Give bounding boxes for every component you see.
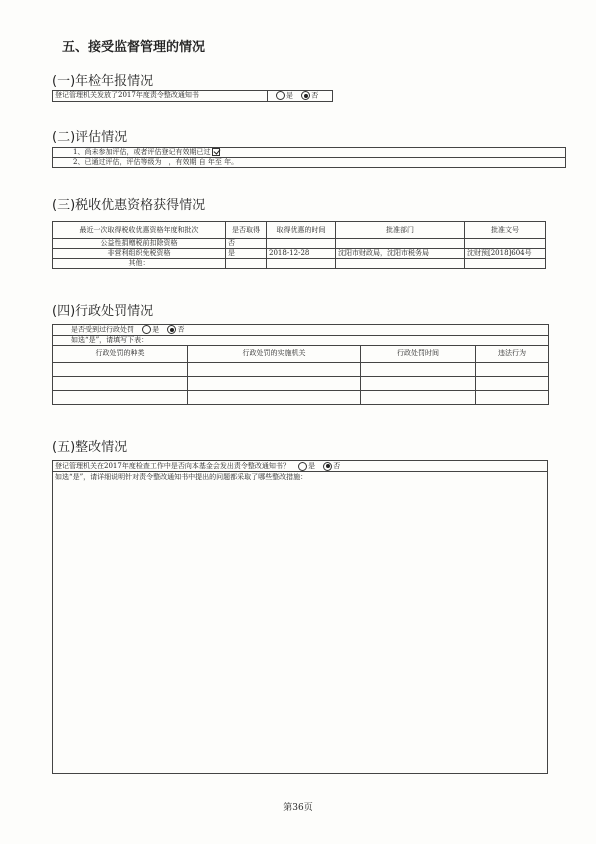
radio-yes[interactable] <box>276 91 285 100</box>
tax-cell <box>226 259 267 269</box>
section-evaluation-heading: (二)评估情况 <box>52 130 128 145</box>
annual-check-question: 登记管理机关发放了2017年度责令整改通知书 <box>53 91 268 102</box>
radio-no-label: 否 <box>333 462 341 470</box>
tax-cell <box>465 259 546 269</box>
radio-yes-label: 是 <box>152 325 160 334</box>
table-row <box>53 390 549 404</box>
penalty-header-2: 行政处罚时间 <box>361 345 476 362</box>
radio-no-selected[interactable] <box>167 325 176 334</box>
tax-header-4: 批准文号 <box>465 222 546 239</box>
rectification-measures-box[interactable] <box>52 471 548 774</box>
radio-yes-label: 是 <box>308 462 316 470</box>
evaluation-line-1 <box>53 148 566 158</box>
rectification-fill-note: 如选“是”，请详细说明针对责令整改通知书中提出的问题都采取了哪些整改措施： <box>55 473 308 481</box>
evaluation-line-1-text: 1、尚未参加评估，或者评估登记有效期已过 <box>73 148 211 156</box>
radio-no-label: 否 <box>311 91 319 100</box>
table-row <box>53 362 549 376</box>
radio-no-selected[interactable] <box>323 462 332 471</box>
radio-yes-label: 是 <box>286 91 293 100</box>
tax-cell <box>465 239 546 249</box>
tax-cell: 否 <box>226 239 267 249</box>
tax-cell: 沈阳市财政局，沈阳市税务局 <box>336 249 465 259</box>
penalty-question-row <box>53 325 549 336</box>
tax-table <box>52 221 546 269</box>
tax-cell: 沈财预[2018]604号 <box>465 249 546 259</box>
page-number: 第36页 <box>283 803 313 813</box>
table-row <box>53 376 549 390</box>
radio-no-selected[interactable] <box>301 91 310 100</box>
tax-cell: 其他： <box>53 259 226 269</box>
radio-no-label: 否 <box>177 325 185 334</box>
evaluation-line-2: 2、已通过评估，评估等级为 ，有效期 自 年至 年。 <box>53 158 566 168</box>
tax-cell: 2018-12-28 <box>267 249 336 259</box>
tax-header-0: 最近一次取得税收优惠资格年度和批次 <box>53 222 226 239</box>
tax-cell: 是 <box>226 249 267 259</box>
radio-yes[interactable] <box>142 325 151 334</box>
radio-yes[interactable] <box>298 462 307 471</box>
section-tax-heading: (三)税收优惠资格获得情况 <box>52 198 206 213</box>
section-rectification-heading: (五)整改情况 <box>52 440 128 455</box>
tax-header-2: 取得优惠的时间 <box>267 222 336 239</box>
tax-cell <box>267 239 336 249</box>
penalty-question: 是否受到过行政处罚 <box>71 325 134 334</box>
penalty-header-1: 行政处罚的实施机关 <box>188 345 361 362</box>
section-penalty-heading: (四)行政处罚情况 <box>52 304 154 319</box>
annual-check-options <box>268 91 333 102</box>
annual-check-table <box>52 90 333 102</box>
tax-cell <box>336 239 465 249</box>
rectification-question: 登记管理机关在2017年度检查工作中是否向本基金会发出责令整改通知书？ <box>55 462 290 470</box>
penalty-fill-note: 如选“是”，请填写下表： <box>53 335 549 345</box>
tax-header-1: 是否取得 <box>226 222 267 239</box>
tax-cell <box>336 259 465 269</box>
tax-cell: 非营利组织免税资格 <box>53 249 226 259</box>
tax-cell: 公益性捐赠税前扣除资格 <box>53 239 226 249</box>
checkbox-checked[interactable] <box>212 148 220 156</box>
penalty-header-0: 行政处罚的种类 <box>53 345 188 362</box>
table-row <box>53 259 546 269</box>
page-title: 五、接受监督管理的情况 <box>62 40 206 55</box>
evaluation-table <box>52 147 566 168</box>
penalty-header-3: 违法行为 <box>476 345 549 362</box>
tax-cell <box>267 259 336 269</box>
penalty-table <box>52 324 549 405</box>
table-row <box>53 249 546 259</box>
tax-header-3: 批准部门 <box>336 222 465 239</box>
table-row <box>53 239 546 249</box>
section-annual-check-heading: (一)年检年报情况 <box>52 74 154 89</box>
